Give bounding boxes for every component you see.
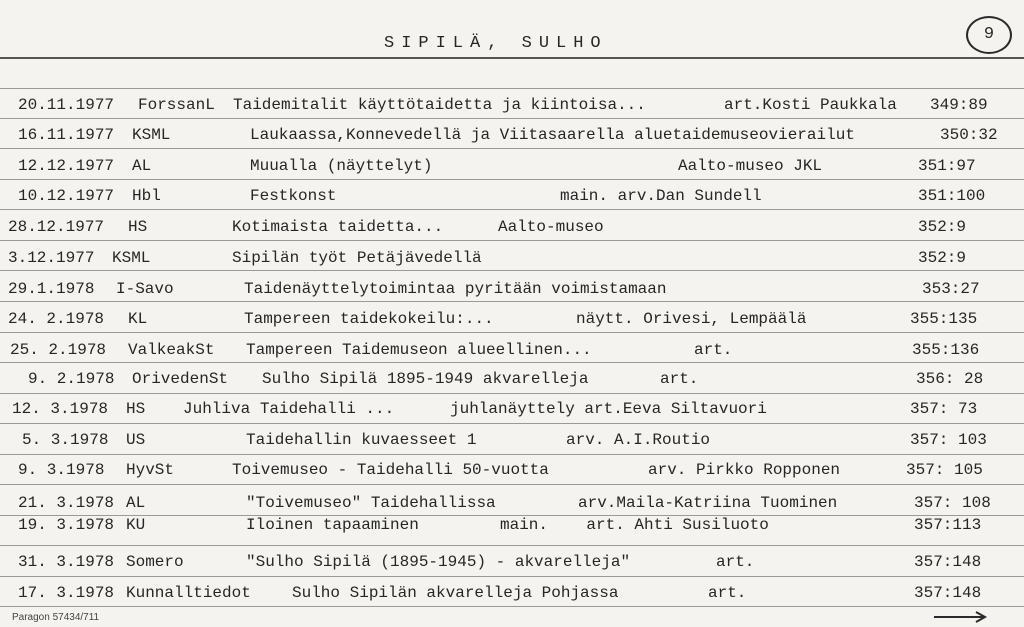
entry-date: 16.11.1977: [18, 126, 115, 144]
entry-source: HS: [128, 218, 148, 236]
entry-ref: 351:100: [918, 187, 986, 205]
entry-text: Tampereen Taidemuseon alueellinen...: [246, 341, 592, 359]
entry-ref: 355:136: [912, 341, 980, 359]
entry-source: KU: [126, 516, 146, 534]
card-title: SIPILÄ, SULHO: [384, 34, 608, 53]
entry-source: AL: [126, 494, 146, 512]
entry-row: [0, 96, 1024, 118]
entry-ref: 351:97: [918, 157, 976, 175]
entry-source: Somero: [126, 553, 184, 571]
entry-text: Sulho Sipilä 1895-1949 akvarelleja: [262, 370, 589, 388]
rule: [0, 118, 1024, 119]
entry-row: [0, 218, 1024, 240]
entry-source: ValkeakSt: [128, 341, 215, 359]
entry-text: "Toivemuseo" Taidehallissa: [246, 494, 496, 512]
entry-date: 9. 3.1978: [18, 461, 105, 479]
entry-date: 19. 3.1978: [18, 516, 115, 534]
entry-date: 21. 3.1978: [18, 494, 115, 512]
entry-row: [0, 553, 1024, 575]
entry-extra: art.: [694, 341, 733, 359]
entry-extra: art.: [716, 553, 755, 571]
entry-text: Toivemuseo - Taidehalli 50-vuotta: [232, 461, 549, 479]
entry-source: HyvSt: [126, 461, 175, 479]
entry-ref: 357: 73: [910, 400, 978, 418]
entry-source: HS: [126, 400, 146, 418]
entry-date: 25. 2.1978: [10, 341, 107, 359]
continue-arrow-icon: [930, 609, 990, 625]
entry-date: 3.12.1977: [8, 249, 95, 267]
entry-row: [0, 584, 1024, 606]
entry-extra: art.: [660, 370, 699, 388]
entry-source: Kunnalltiedot: [126, 584, 251, 602]
entry-extra: main. arv.Dan Sundell: [560, 187, 762, 205]
entry-source: OrivedenSt: [132, 370, 229, 388]
rule: [0, 454, 1024, 455]
entry-row: [0, 370, 1024, 392]
entry-date: 12.12.1977: [18, 157, 115, 175]
entry-row: [0, 341, 1024, 363]
entry-text: "Sulho Sipilä (1895-1945) - akvarelleja": [246, 553, 631, 571]
entry-row: [0, 461, 1024, 483]
rule: [0, 332, 1024, 333]
entry-row: [0, 126, 1024, 148]
entry-date: 28.12.1977: [8, 218, 105, 236]
rule: [0, 179, 1024, 180]
entry-date: 5. 3.1978: [22, 431, 109, 449]
rule: [0, 545, 1024, 546]
entry-ref: 355:135: [910, 310, 978, 328]
entry-source: KSML: [132, 126, 171, 144]
entry-source: KSML: [112, 249, 151, 267]
entry-date: 17. 3.1978: [18, 584, 115, 602]
entry-text: Taidemitalit käyttötaidetta ja kiintoisa...: [233, 96, 646, 114]
entry-extra: näytt. Orivesi, Lempäälä: [576, 310, 807, 328]
header-rule: [0, 57, 1024, 59]
entry-date: 31. 3.1978: [18, 553, 115, 571]
entry-ref: 357: 103: [910, 431, 987, 449]
entry-ref: 357:148: [914, 553, 982, 571]
entry-extra: Aalto-museo JKL: [678, 157, 823, 175]
entry-source: I-Savo: [116, 280, 174, 298]
entry-source: US: [126, 431, 146, 449]
entry-extra: arv. A.I.Routio: [566, 431, 711, 449]
entry-source: Hbl: [132, 187, 161, 205]
entry-ref: 352:9: [918, 249, 967, 267]
entry-ref: 352:9: [918, 218, 967, 236]
entry-ref: 357: 105: [906, 461, 983, 479]
entry-row: [0, 400, 1024, 422]
entry-source: KL: [128, 310, 148, 328]
entry-text: Tampereen taidekokeilu:...: [244, 310, 494, 328]
entry-row: [0, 310, 1024, 332]
entry-extra: juhlanäyttely art.Eeva Siltavuori: [450, 400, 767, 418]
entry-ref: 350:32: [940, 126, 998, 144]
entry-text: Muualla (näyttelyt): [250, 157, 433, 175]
entry-text: Juhliva Taidehalli ...: [183, 400, 395, 418]
entry-text: Iloinen tapaaminen: [246, 516, 419, 534]
entry-row: [0, 249, 1024, 271]
rule: [0, 240, 1024, 241]
entry-text: Taidenäyttelytoimintaa pyritään voimistamaan: [244, 280, 667, 298]
entry-ref: 349:89: [930, 96, 988, 114]
entry-date: 20.11.1977: [18, 96, 115, 114]
print-footer: Paragon 57434/711: [12, 612, 100, 623]
entry-text: Laukaassa,Konnevedellä ja Viitasaarella aluetaidemuseovierailut: [250, 126, 855, 144]
entry-extra: Aalto-museo: [498, 218, 604, 236]
rule: [0, 606, 1024, 607]
rule: [0, 88, 1024, 89]
entry-date: 29.1.1978: [8, 280, 95, 298]
entry-ref: 357:113: [914, 516, 982, 534]
entry-row: [0, 187, 1024, 209]
rule: [0, 576, 1024, 577]
entry-extra: main. art. Ahti Susiluoto: [500, 516, 769, 534]
entry-ref: 357:148: [914, 584, 982, 602]
entry-ref: 353:27: [922, 280, 980, 298]
entry-row: [0, 431, 1024, 453]
entry-source: ForssanL: [138, 96, 215, 114]
entry-ref: 357: 108: [914, 494, 991, 512]
entry-ref: 356: 28: [916, 370, 984, 388]
entry-date: 10.12.1977: [18, 187, 115, 205]
entry-row: [0, 516, 1024, 538]
entry-text: Taidehallin kuvaesseet 1: [246, 431, 477, 449]
entry-date: 24. 2.1978: [8, 310, 105, 328]
entry-text: Kotimaista taidetta...: [232, 218, 444, 236]
entry-row: [0, 494, 1024, 516]
rule: [0, 393, 1024, 394]
entry-source: AL: [132, 157, 152, 175]
entry-date: 9. 2.1978: [28, 370, 115, 388]
entry-text: Sipilän työt Petäjävedellä: [232, 249, 482, 267]
entry-extra: arv.Maila-Katriina Tuominen: [578, 494, 838, 512]
rule: [0, 423, 1024, 424]
entry-extra: arv. Pirkko Ropponen: [648, 461, 841, 479]
entry-date: 12. 3.1978: [12, 400, 109, 418]
entry-row: [0, 280, 1024, 302]
rule: [0, 484, 1024, 485]
entry-extra: art.: [708, 584, 747, 602]
entry-row: [0, 157, 1024, 179]
rule: [0, 209, 1024, 210]
entry-text: Festkonst: [250, 187, 337, 205]
entry-text: Sulho Sipilän akvarelleja Pohjassa: [292, 584, 619, 602]
card-number-circle: 9: [966, 16, 1012, 54]
rule: [0, 148, 1024, 149]
entry-extra: art.Kosti Paukkala: [724, 96, 897, 114]
